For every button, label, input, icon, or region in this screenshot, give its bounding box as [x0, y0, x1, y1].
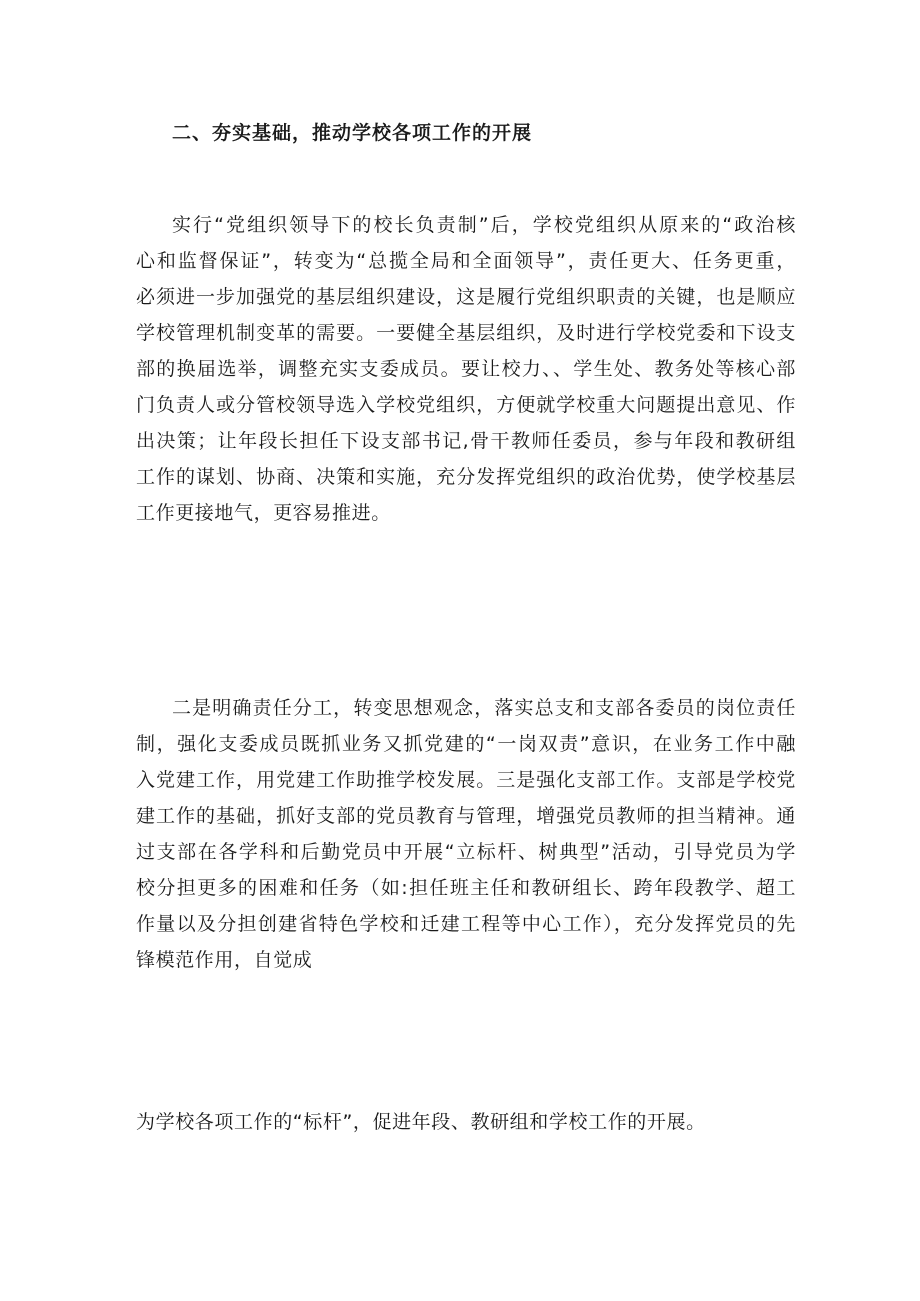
- paragraph-line: 学校管理机制变革的需要。一要健全基层组织，及时进行学校党委和下设支: [136, 322, 796, 344]
- paragraph-line: 实行“党组织领导下的校长负责制”后，学校党组织从原来的“政治核: [172, 214, 796, 236]
- paragraph-line: 出决策；让年段长担任下设支部书记,骨干教师任委员，参与年段和教研组: [136, 430, 796, 452]
- paragraph-line: 门负责人或分管校领导选入学校党组织，方便就学校重大问题提出意见、作: [136, 394, 796, 416]
- paragraph-line: 必须进一步加强党的基层组织建设，这是履行党组织职责的关键，也是顺应: [136, 286, 796, 308]
- paragraph-line: 部的换届选举，调整充实支委成员。要让校力、、学生处、教务处等核心部: [136, 358, 796, 380]
- paragraph-line: 作量以及分担创建省特色学校和迁建工程等中心工作），充分发挥党员的先: [136, 913, 796, 935]
- continuation-line: 为学校各项工作的“标杆”，促进年段、教研组和学校工作的开展。: [136, 1111, 706, 1133]
- section-heading: 二、夯实基础，推动学校各项工作的开展: [172, 122, 533, 144]
- paragraph-line: 锋模范作用，自觉成: [136, 949, 313, 971]
- paragraph-line: 过支部在各学科和后勤党员中开展“立标杆、树典型”活动，引导党员为学: [136, 841, 796, 863]
- paragraph-line: 工作更接地气，更容易推进。: [136, 502, 391, 524]
- paragraph-line: 工作的谋划、协商、决策和实施，充分发挥党组织的政治优势，使学校基层: [136, 466, 796, 488]
- paragraph-line: 二是明确责任分工，转变思想观念，落实总支和支部各委员的岗位责任: [172, 697, 796, 719]
- paragraph-line: 入党建工作，用党建工作助推学校发展。三是强化支部工作。支部是学校党: [136, 769, 796, 791]
- paragraph-line: 制，强化支委成员既抓业务又抓党建的“一岗双责”意识，在业务工作中融: [136, 733, 796, 755]
- paragraph-line: 心和监督保证”，转变为“总揽全局和全面领导”，责任更大、任务更重，: [136, 250, 796, 272]
- paragraph-2: [136, 690, 796, 978]
- paragraph-1: [136, 207, 796, 531]
- paragraph-line: 校分担更多的困难和任务（如:担任班主任和教研组长、跨年段教学、超工: [136, 877, 796, 899]
- paragraph-line: 建工作的基础，抓好支部的党员教育与管理，增强党员教师的担当精神。通: [136, 805, 796, 827]
